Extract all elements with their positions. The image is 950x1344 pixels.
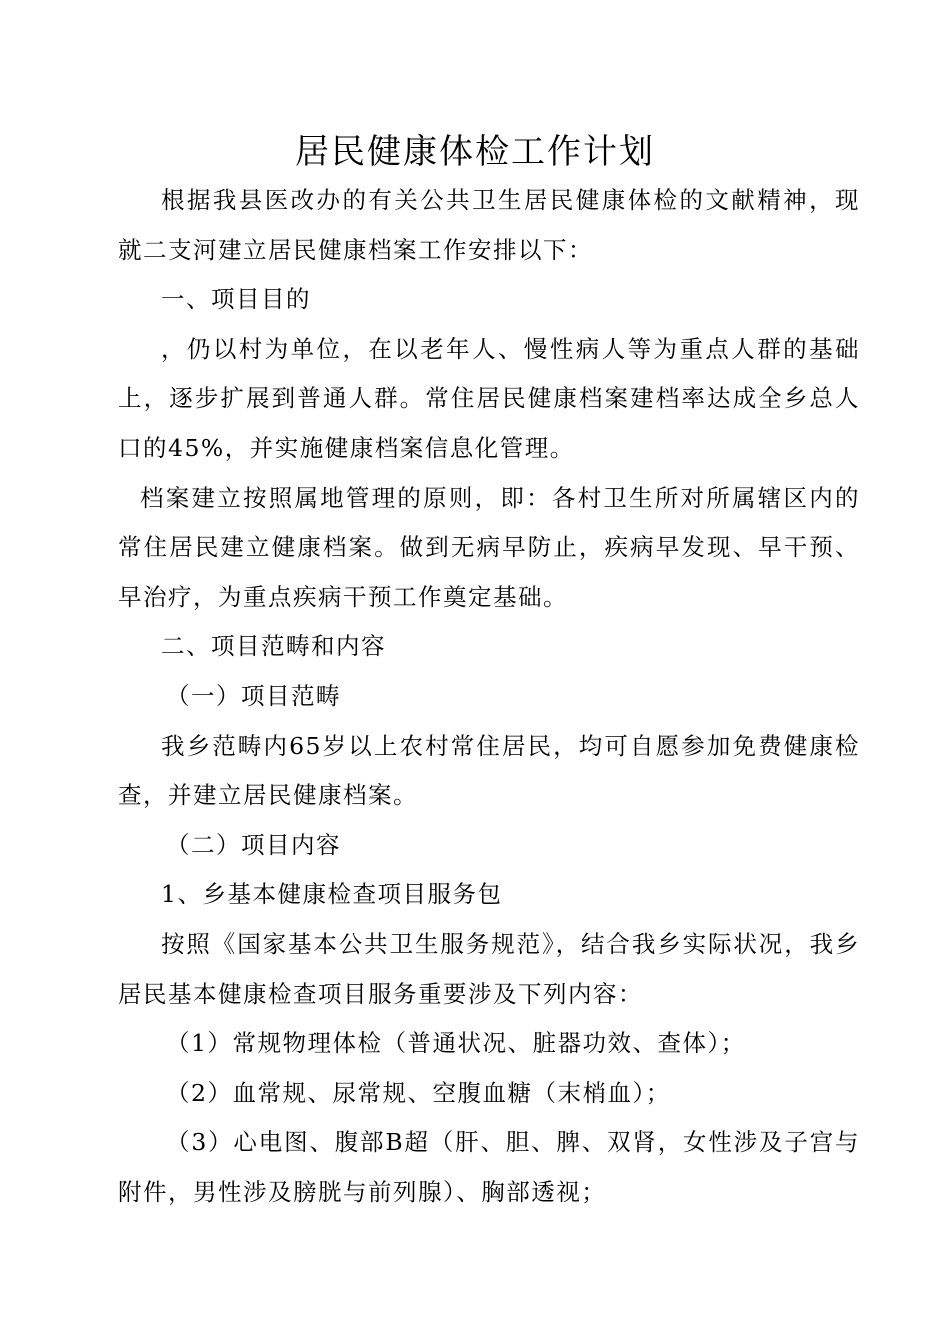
document-title: 居民健康体检工作计划 <box>295 132 655 172</box>
list-item-physical-exam: （1）常规物理体检（普通状况、脏器功效、查体）； <box>166 1029 746 1058</box>
paragraph-scope: 我乡范畴内65岁以上农村常住居民，均可自愿参加免费健康检查，并建立居民健康档案。 <box>118 731 860 810</box>
paragraph-service-package: 按照《国家基本公共卫生服务规范》，结合我乡实际状况，我乡居民基本健康检查项目服务重要涉及下列内容： <box>118 929 860 1008</box>
heading-scope-content: 二、项目范畴和内容 <box>161 632 386 661</box>
list-item-blood-urine: （2）血常规、尿常规、空腹血糖（末梢血）； <box>166 1078 671 1107</box>
paragraph-intro: 根据我县医改办的有关公共卫生居民健康体检的文献精神，现就二支河建立居民健康档案工作安排以下： <box>118 186 860 264</box>
subheading-scope: （一）项目范畴 <box>166 681 341 710</box>
paragraph-archive-principle: 档案建立按照属地管理的原则，即：各村卫生所对所属辖区内的常住居民建立健康档案。做到无病早防止，疾病早发现、早干预、早治疗，为重点疾病干预工作奠定基础。 <box>118 483 860 611</box>
heading-service-package: 1、乡基本健康检查项目服务包 <box>161 880 503 909</box>
heading-project-purpose: 一、项目目的 <box>161 285 311 314</box>
subheading-content: （二）项目内容 <box>166 830 341 859</box>
paragraph-purpose: ，仍以村为单位，在以老年人、慢性病人等为重点人群的基础上，逐步扩展到普通人群。常住居民健康档案建档率达成全乡总人口的45%，并实施健康档案信息化管理。 <box>118 334 860 462</box>
document-body <box>118 176 860 1217</box>
list-item-ecg-ultrasound: （3）心电图、腹部B超（肝、胆、脾、双肾，女性涉及子宫与附件，男性涉及膀胱与前列腺）、胸部透视； <box>118 1128 860 1206</box>
